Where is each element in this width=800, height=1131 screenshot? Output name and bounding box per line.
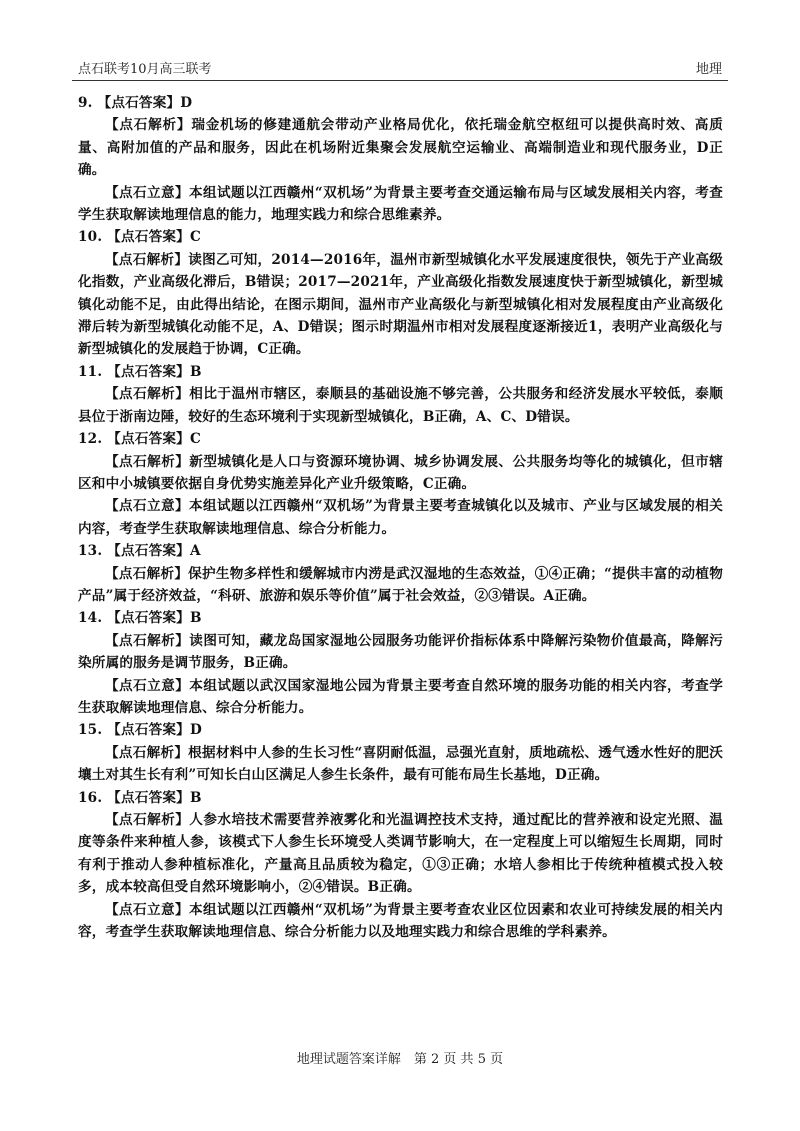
analysis-paragraph: 【点石解析】根据材料中人参的生长习性“喜阴耐低温，忌强光直射，质地疏松、透气透水性好的肥沃壤土对其生长有利”可知长白山区满足人参生长条件，最有可能布局生长基地，D正确。 [78, 744, 723, 784]
subject-label: 地理 [695, 62, 722, 77]
header-divider [72, 80, 728, 81]
intent-paragraph: 【点石立意】本组试题以江西赣州“双机场”为背景主要考查交通运输布局与区域发展相关内容，考查学生获取解读地理信息的能力，地理实践力和综合思维素养。 [78, 184, 723, 224]
exam-title: 点石联考10月高三联考 [78, 62, 212, 77]
analysis-paragraph: 【点石解析】人参水培技术需要营养液雾化和光温调控技术支持，通过配比的营养液和设定光照、温度等条件来种植人参，该模式下人参生长环境受人类调节影响大，在一定程度上可以缩短生长周期，同时有利于推动人参种植标准化，产量高且品质较为稳定，①③正确；水培人参相比于传统种植模式投入较多，成本较高但受自然环境影响小，②④错误。B正确。 [78, 812, 723, 896]
analysis-paragraph: 【点石解析】新型城镇化是人口与资源环境协调、城乡协调发展、公共服务均等化的城镇化，但市辖区和中小城镇要依据自身优势实施差异化产业升级策略，C正确。 [78, 453, 723, 492]
answer-line: 9. 【点石答案】D [78, 95, 193, 111]
intent-paragraph: 【点石立意】本组试题以江西赣州“双机场”为背景主要考查城镇化以及城市、产业与区域发展的相关内容，考查学生获取解读地理信息、综合分析能力。 [78, 498, 723, 537]
answer-line: 13. 【点石答案】A [78, 543, 201, 560]
page-header [78, 58, 722, 78]
answer-line: 15. 【点石答案】D [78, 722, 202, 739]
answer-line: 11. 【点石答案】B [78, 363, 202, 380]
answer-line: 10. 【点石答案】C [78, 229, 201, 246]
intent-paragraph: 【点石立意】本组试题以江西赣州“双机场”为背景主要考查农业区位因素和农业可持续发展的相关内容，考查学生获取解读地理信息、综合分析能力以及地理实践力和综合思维的学科素养。 [78, 901, 723, 941]
page-footer: 地理试题答案详解 第 2 页 共 5 页 [296, 1052, 504, 1067]
analysis-paragraph: 【点石解析】读图可知，藏龙岛国家湿地公园服务功能评价指标体系中降解污染物价值最高，降解污染所属的服务是调节服务，B正确。 [78, 632, 723, 672]
answer-line: 12. 【点石答案】C [78, 431, 201, 448]
answer-line: 14. 【点石答案】B [78, 610, 202, 627]
analysis-paragraph: 【点石解析】保护生物多样性和缓解城市内涝是武汉湿地的生态效益，①④正确；“提供丰富的动植物产品”属于经济效益，“科研、旅游和娱乐等价值”属于社会效益，②③错误。A正确。 [78, 565, 723, 604]
analysis-paragraph: 【点石解析】读图乙可知，2014—2016年，温州市新型城镇化水平发展速度很快，领先于产业高级化指数，产业高级化滞后，B错误；2017—2021年，产业高级化指数发展速度快于新型城镇化，新型城镇化动能不足，由此得出结论，在图示期间，温州市产业高级化与新型城镇化相对发展程度由产业高级化滞后转为新型城镇化动能不足，A、D错误；图示时期温州市相对发展程度逐渐接近1，表明产业高级化与新型城镇化的发展趋于协调，C正确。 [78, 251, 723, 358]
analysis-paragraph: 【点石解析】瑞金机场的修建通航会带动产业格局优化，依托瑞金航空枢纽可以提供高时效、高质量、高附加值的产品和服务，因此在机场附近集聚会发展航空运输业、高端制造业和现代服务业，D正确。 [78, 117, 723, 179]
analysis-paragraph: 【点石解析】相比于温州市辖区，泰顺县的基础设施不够完善，公共服务和经济发展水平较低，泰顺县位于浙南边陲，较好的生态环境利于实现新型城镇化，B正确，A、C、D错误。 [78, 386, 723, 425]
answer-content [78, 92, 723, 943]
answer-line: 16. 【点石答案】B [78, 789, 202, 806]
intent-paragraph: 【点石立意】本组试题以武汉国家湿地公园为背景主要考查自然环境的服务功能的相关内容，考查学生获取解读地理信息、综合分析能力。 [78, 677, 723, 716]
